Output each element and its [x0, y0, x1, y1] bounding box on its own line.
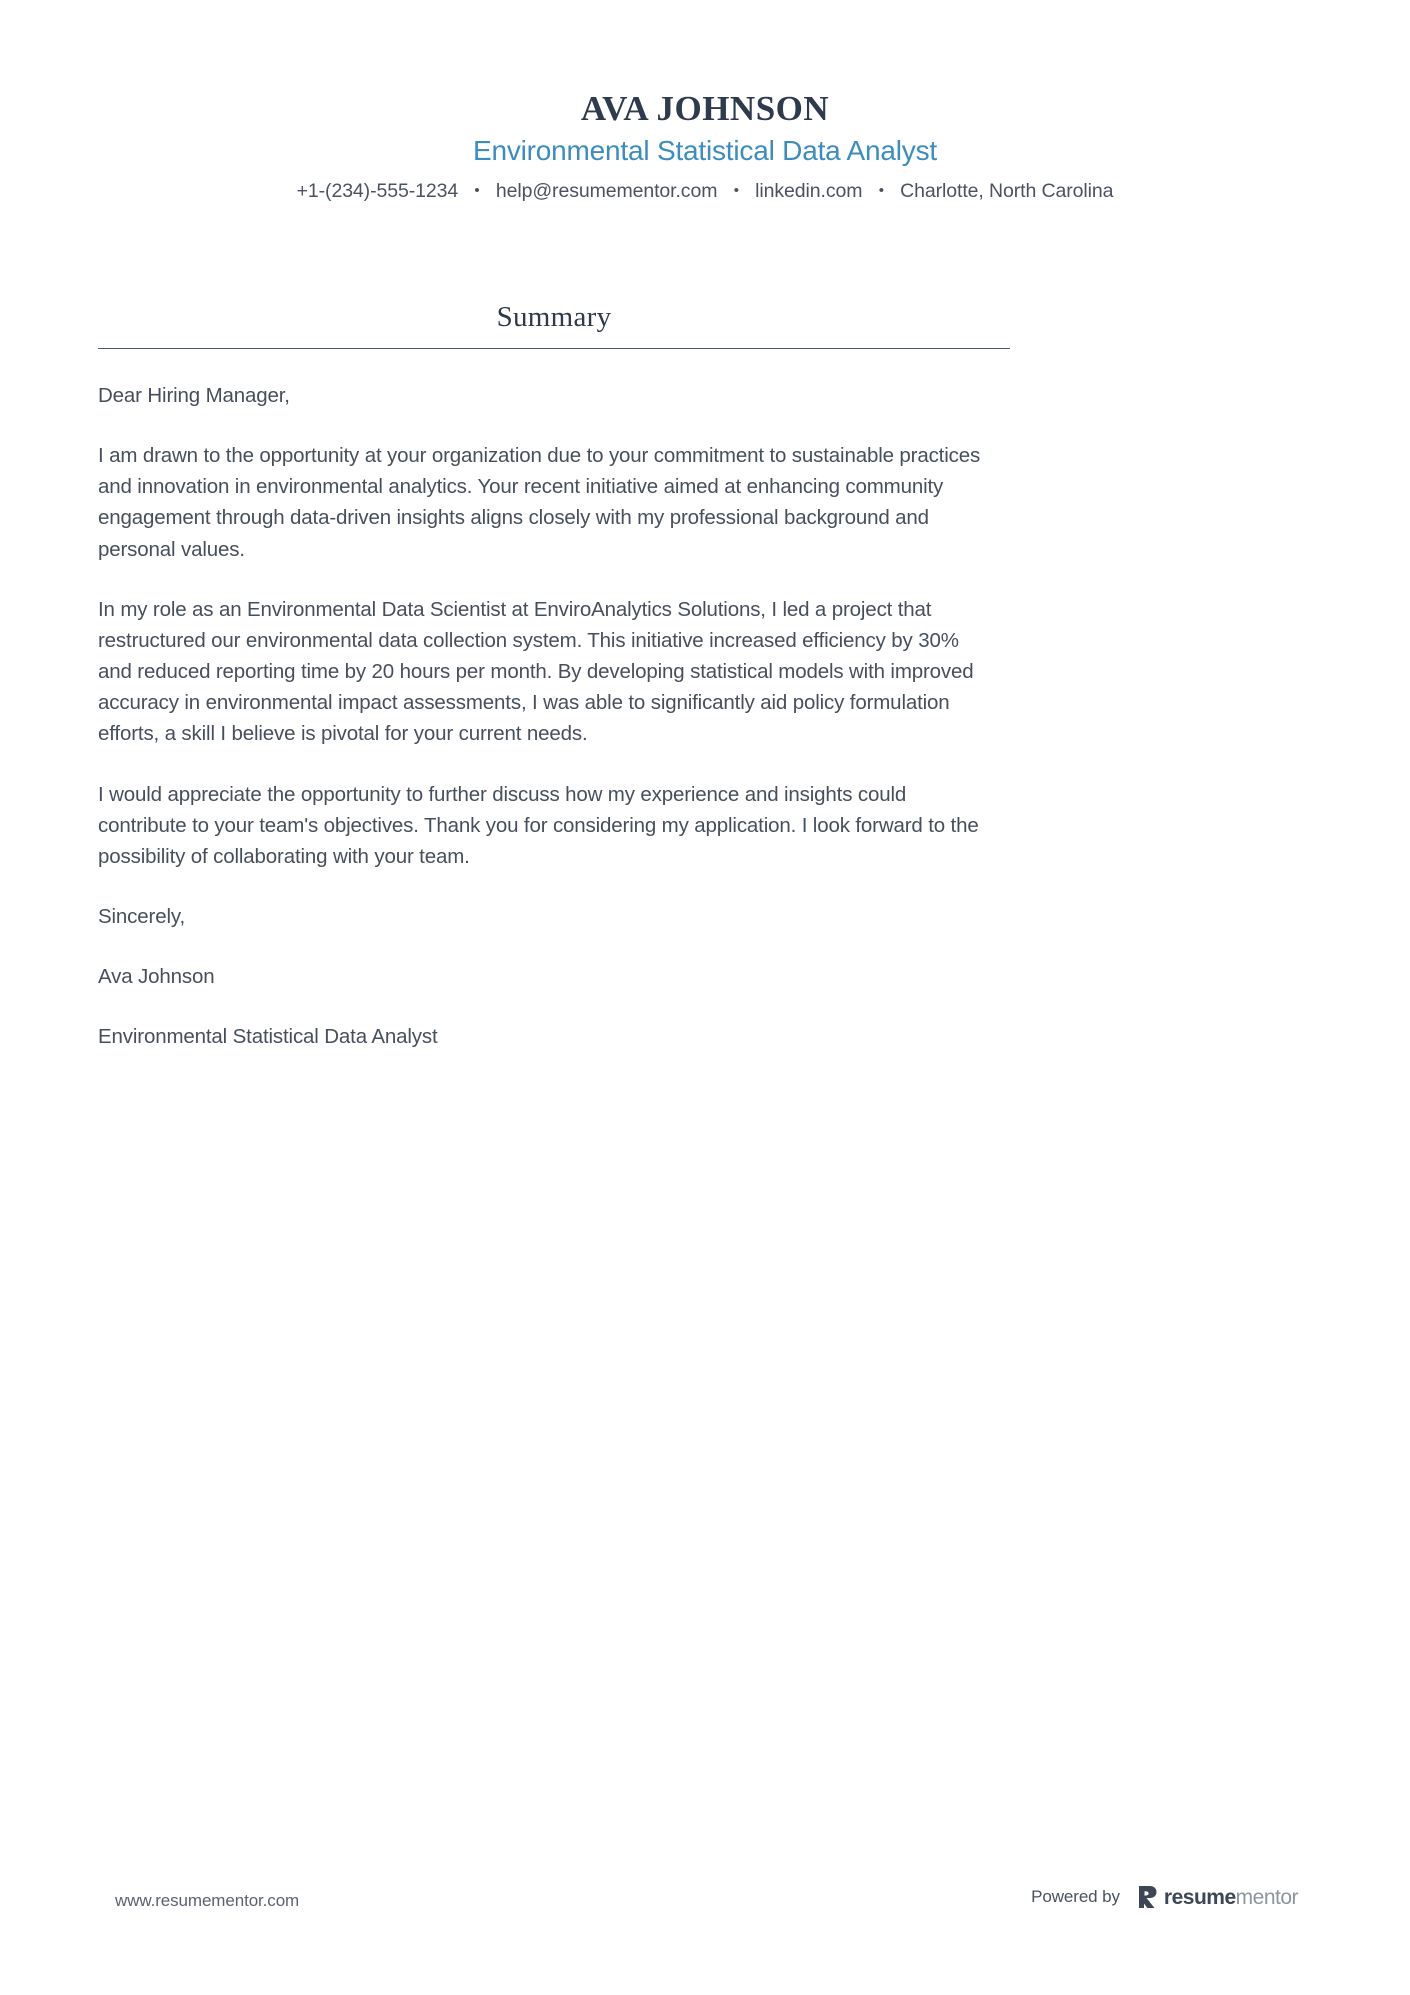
- candidate-job-title: Environmental Statistical Data Analyst: [473, 135, 937, 167]
- letter-header: [0, 88, 1410, 205]
- page-footer: [0, 1885, 1410, 1917]
- letter-paragraph: I would appreciate the opportunity to further discuss how my experience and insights could contribute to your team's objectives. Thank you for considering my application. I look forward to the possibility of collaborating with your team.: [98, 782, 979, 868]
- summary-section-header: [98, 300, 1010, 349]
- contact-separator-icon: •: [474, 181, 480, 199]
- contact-separator-icon: •: [733, 181, 739, 199]
- resumementor-logo[interactable]: [1137, 1885, 1298, 1909]
- section-divider: [98, 348, 1010, 349]
- brand-word-resume: resume: [1163, 1885, 1236, 1909]
- letter-paragraph: In my role as an Environmental Data Scientist at EnviroAnalytics Solutions, I led a project that restructured our environmental data collection system. This initiative increased efficiency by 30% and reduced reporting time by 20 hours per month. By developing statistical models with improved accuracy in environmental impact assessments, I was able to significantly aid policy formulation efforts, a skill I believe is pivotal for your current needs.: [98, 597, 974, 746]
- footer-brand-block: [1031, 1885, 1298, 1909]
- section-title: Summary: [496, 301, 612, 333]
- contact-location: Charlotte, North Carolina: [900, 179, 1114, 202]
- candidate-name: AVA JOHNSON: [580, 89, 830, 128]
- letter-closing: Sincerely,: [98, 905, 185, 929]
- brand-wordmark: [1164, 1887, 1298, 1908]
- letter-body: [98, 380, 998, 1053]
- letter-paragraph: I am drawn to the opportunity at your organization due to your commitment to sustainable practices and innovation in environmental analytics. Your recent initiative aimed at enhancing community engagement through data-driven insights aligns closely with my professional background and personal values.: [98, 444, 981, 561]
- brand-word-mentor: mentor: [1235, 1885, 1298, 1909]
- contact-phone: +1-(234)-555-1234: [296, 179, 459, 202]
- contact-email[interactable]: help@resumementor.com: [495, 179, 718, 202]
- contact-linkedin[interactable]: linkedin.com: [755, 179, 863, 202]
- footer-website-url[interactable]: www.resumementor.com: [115, 1891, 300, 1910]
- signature-title: Environmental Statistical Data Analyst: [98, 1025, 438, 1049]
- letter-salutation: Dear Hiring Manager,: [98, 384, 290, 407]
- signature-name: Ava Johnson: [98, 965, 215, 989]
- powered-by-label: Powered by: [1031, 1887, 1120, 1906]
- contact-separator-icon: •: [878, 181, 884, 199]
- resumementor-mark-icon: [1137, 1885, 1157, 1909]
- contact-line: [0, 178, 1410, 205]
